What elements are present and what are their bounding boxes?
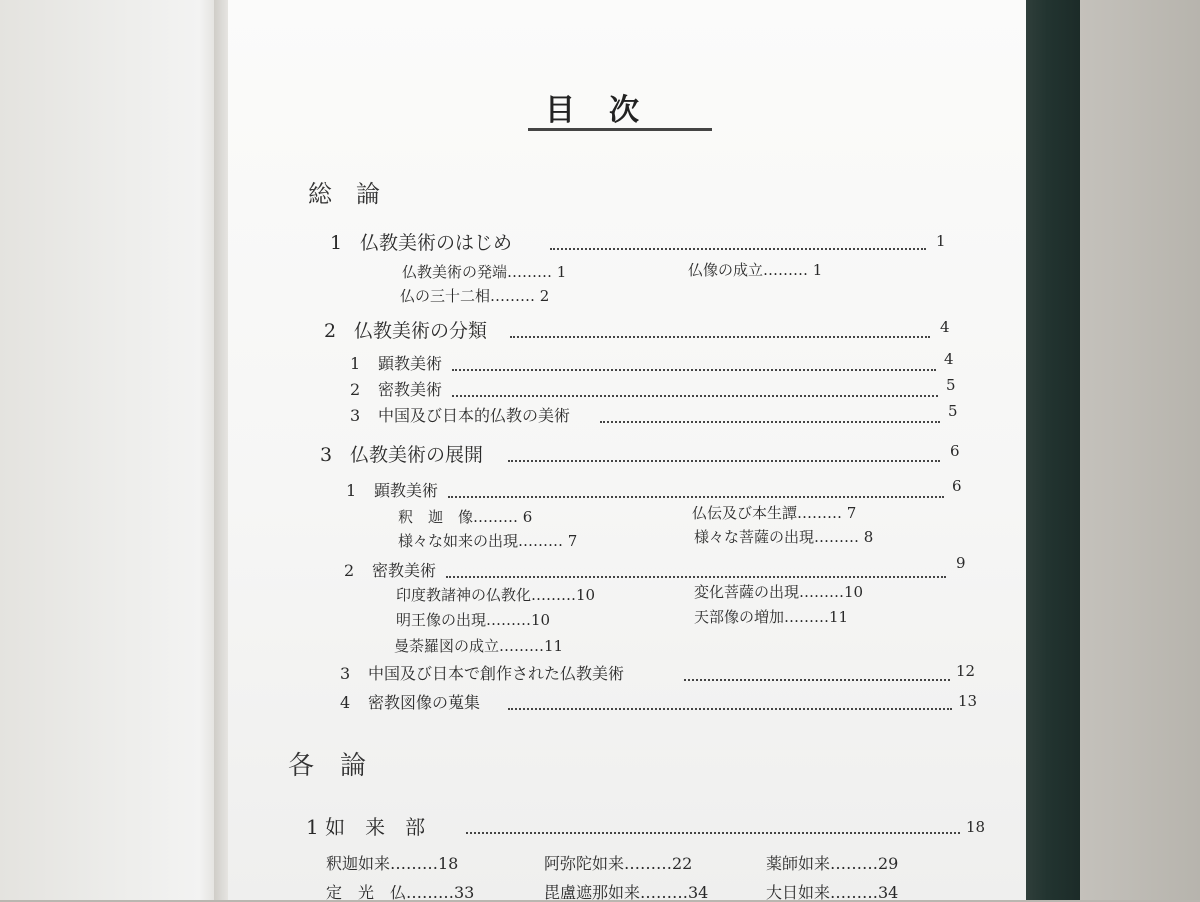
subtopic: 様々な如来の出現……… 7 <box>398 532 578 550</box>
subtopic: 明王像の出現………10 <box>396 611 551 629</box>
chapter-number: 3 <box>320 444 333 466</box>
chapter-title: 仏教美術のはじめ <box>360 232 513 254</box>
item-title: 密教美術 <box>372 561 437 580</box>
subtopic: 印度教諸神の仏教化………10 <box>396 586 596 604</box>
item-title: 顕教美術 <box>374 481 439 500</box>
subtopic: 仏教美術の発端……… 1 <box>402 263 567 281</box>
item-title: 顕教美術 <box>378 354 443 373</box>
subtopic: 毘盧遮那如来………34 <box>544 883 709 902</box>
dot-leader <box>508 708 952 710</box>
dot-leader <box>446 576 946 578</box>
page-number: 5 <box>946 376 956 394</box>
dot-leader <box>684 679 950 681</box>
chapter-number: 2 <box>324 320 337 342</box>
dot-leader <box>508 460 940 462</box>
item-title: 中国及び日本で創作された仏教美術 <box>368 664 625 683</box>
page-number: 12 <box>956 662 976 680</box>
dot-leader <box>510 336 930 338</box>
dot-leader <box>550 248 926 250</box>
subtopic: 仏の三十二相……… 2 <box>400 287 550 305</box>
dot-leader <box>466 832 960 834</box>
chapter-title: 1 如 来 部 <box>306 815 426 839</box>
subtopic: 薬師如来………29 <box>766 854 899 873</box>
item-number: 3 <box>340 664 351 683</box>
dot-leader <box>600 421 940 423</box>
page-number: 6 <box>952 477 962 495</box>
item-title: 密教美術 <box>378 380 443 399</box>
item-number: 4 <box>340 693 351 712</box>
subtopic: 仏像の成立……… 1 <box>688 261 823 279</box>
page-number: 9 <box>956 554 966 572</box>
subtopic: 天部像の増加………11 <box>694 608 849 626</box>
subtopic: 釈 迦 像……… 6 <box>398 508 533 526</box>
subtopic: 大日如来………34 <box>766 883 899 902</box>
item-number: 1 <box>350 354 361 373</box>
item-number: 2 <box>350 380 361 399</box>
subtopic: 定 光 仏………33 <box>326 883 475 902</box>
page-number: 6 <box>950 442 960 460</box>
subtopic: 様々な菩薩の出現……… 8 <box>694 528 874 546</box>
dot-leader <box>452 369 936 371</box>
table-surface <box>1080 0 1200 900</box>
subtopic: 仏伝及び本生譚……… 7 <box>692 504 857 522</box>
subtopic: 阿弥陀如来………22 <box>544 854 693 873</box>
page-title: 目 次 <box>545 93 641 128</box>
chapter-number: 1 <box>330 232 343 254</box>
section-heading-kakuron: 各 論 <box>288 751 367 781</box>
item-title: 密教図像の蒐集 <box>368 693 481 712</box>
item-number: 3 <box>350 406 361 425</box>
page-number: 4 <box>944 350 954 368</box>
dot-leader <box>452 395 938 397</box>
left-page <box>0 0 222 900</box>
section-heading-soron: 総 論 <box>308 180 380 208</box>
dot-leader <box>448 496 944 498</box>
item-number: 1 <box>346 481 357 500</box>
page-number: 5 <box>948 402 958 420</box>
subtopic: 釈迦如来………18 <box>326 854 459 873</box>
page-number: 4 <box>940 318 950 336</box>
page-number: 1 <box>936 232 946 250</box>
title-underline <box>528 128 712 131</box>
item-title: 中国及び日本的仏教の美術 <box>378 406 571 425</box>
book-cover-edge <box>1026 0 1080 900</box>
page-number: 18 <box>966 818 986 836</box>
page-number: 13 <box>958 692 978 710</box>
chapter-title: 仏教美術の分類 <box>354 320 488 342</box>
chapter-title: 仏教美術の展開 <box>350 444 484 466</box>
subtopic: 変化菩薩の出現………10 <box>694 583 864 601</box>
subtopic: 曼荼羅図の成立………11 <box>394 637 564 655</box>
item-number: 2 <box>344 561 355 580</box>
